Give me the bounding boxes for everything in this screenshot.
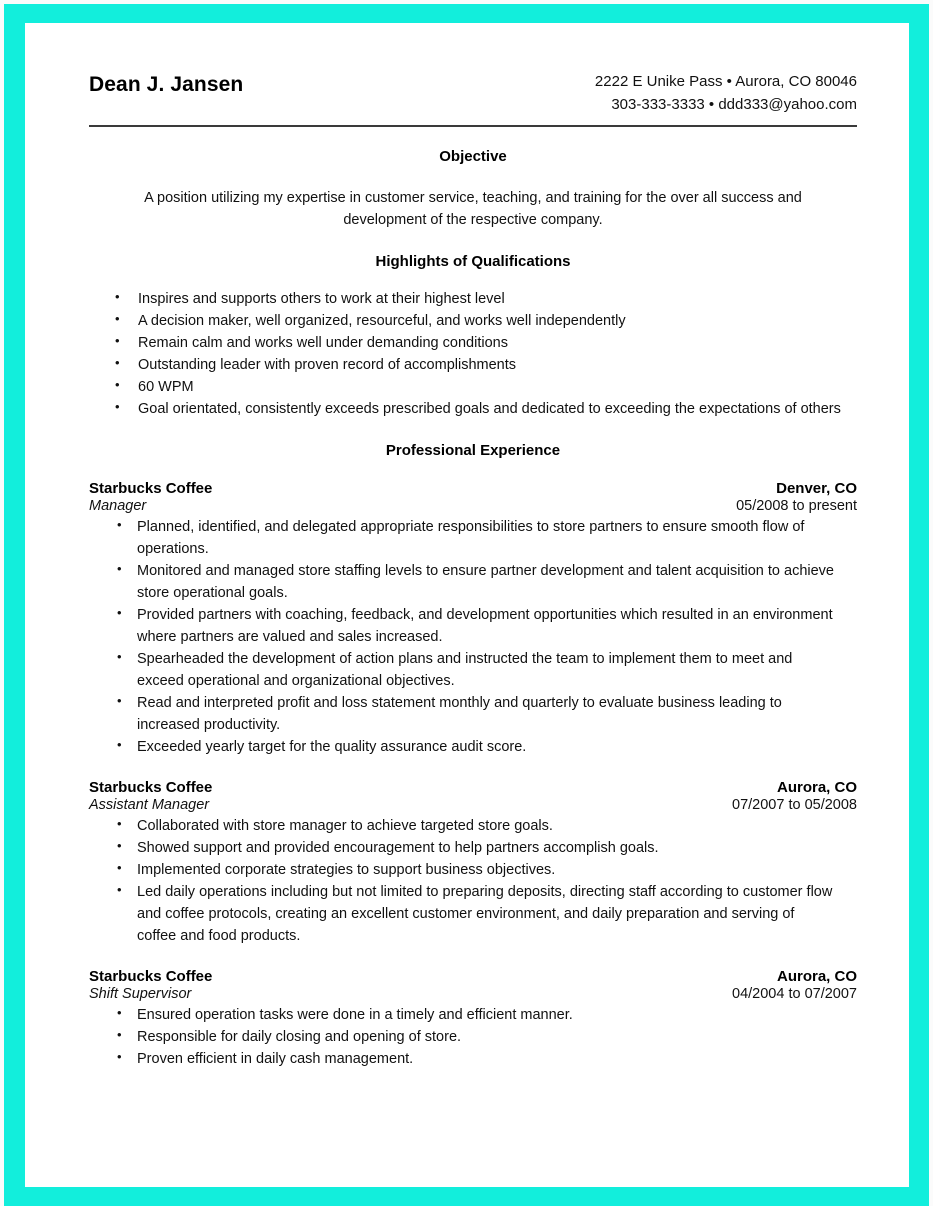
list-item: • Exceeded yearly target for the quality assurance audit score. xyxy=(89,736,857,758)
job-location: Denver, CO xyxy=(776,479,857,497)
phone-email-line: 303-333-3333 • ddd333@yahoo.com xyxy=(611,95,857,113)
header-divider xyxy=(89,125,857,127)
list-item: • Led daily operations including but not limited to preparing deposits, directing staff according to customer flow and coffee protocols, creating an excellent customer environment, and daily preparation and serving of coffee and food products. xyxy=(89,881,857,947)
list-item: • 60 WPM xyxy=(89,376,857,398)
list-item: • Responsible for daily closing and opening of store. xyxy=(89,1026,857,1048)
company-location-line xyxy=(89,968,857,985)
job-title: Shift Supervisor xyxy=(89,986,192,1003)
list-item: • Monitored and managed store staffing levels to ensure partner development and talent acquisition to achieve store operational goals. xyxy=(89,560,857,604)
list-item: • Showed support and provided encouragement to help partners accomplish goals. xyxy=(89,837,857,859)
address-line: 2222 E Unike Pass • Aurora, CO 80046 xyxy=(594,73,857,90)
job-location: Aurora, CO xyxy=(776,779,857,797)
job-responsibility-list xyxy=(89,1004,857,1070)
job-dates: 07/2007 to 05/2008 xyxy=(732,797,857,814)
list-item: • Implemented corporate strategies to support business objectives. xyxy=(89,859,857,881)
job-title: Manager xyxy=(89,497,147,514)
company-name: Starbucks Coffee xyxy=(89,968,213,986)
company-location-line xyxy=(89,480,857,497)
title-dates-line xyxy=(89,797,857,813)
list-item: • Planned, identified, and delegated appropriate responsibilities to store partners to ensure smooth flow of operations. xyxy=(89,516,857,560)
title-dates-line xyxy=(89,986,857,1002)
job-title: Assistant Manager xyxy=(89,797,210,814)
objective-text: A position utilizing my expertise in customer service, teaching, and training for the over all success and development of the respective company. xyxy=(144,189,802,228)
contact-block xyxy=(595,71,857,117)
list-item: • Collaborated with store manager to achieve targeted store goals. xyxy=(89,815,857,837)
company-name: Starbucks Coffee xyxy=(89,779,213,797)
experience-entry xyxy=(89,480,857,758)
list-item: • Proven efficient in daily cash management. xyxy=(89,1048,857,1070)
company-location-line xyxy=(89,779,857,796)
job-responsibility-list xyxy=(89,516,857,758)
list-item: • Outstanding leader with proven record of accomplishments xyxy=(89,354,857,376)
title-dates-line xyxy=(89,498,857,514)
resume-content xyxy=(89,71,857,1070)
list-item: • Ensured operation tasks were done in a timely and efficient manner. xyxy=(89,1004,857,1026)
list-item: • Read and interpreted profit and loss statement monthly and quarterly to evaluate business leading to increased productivity. xyxy=(89,692,857,736)
experience-entry xyxy=(89,968,857,1070)
list-item: • Spearheaded the development of action plans and instructed the team to implement them to meet and exceed operational and organizational objectives. xyxy=(89,648,857,692)
job-dates: 05/2008 to present xyxy=(736,497,857,514)
list-item: • Provided partners with coaching, feedback, and development opportunities which resulted in an environment where partners are valued and sales increased. xyxy=(89,604,857,648)
list-item: • Remain calm and works well under demanding conditions xyxy=(89,332,857,354)
experience-section-title: Professional Experience xyxy=(385,441,561,459)
resume-page xyxy=(25,23,909,1187)
candidate-name: Dean J. Jansen xyxy=(89,73,244,96)
experience-entry xyxy=(89,779,857,947)
list-item: • A decision maker, well organized, resourceful, and works well independently xyxy=(89,310,857,332)
job-responsibility-list xyxy=(89,815,857,947)
resume-header xyxy=(89,71,857,117)
highlights-list xyxy=(89,288,857,420)
job-dates: 04/2004 to 07/2007 xyxy=(732,986,857,1003)
objective-section-title: Objective xyxy=(439,147,507,165)
company-name: Starbucks Coffee xyxy=(89,479,213,497)
highlights-section-title: Highlights of Qualifications xyxy=(375,252,571,270)
list-item: • Inspires and supports others to work at their highest level xyxy=(89,288,857,310)
list-item: • Goal orientated, consistently exceeds prescribed goals and dedicated to exceeding the expectations of others xyxy=(89,398,857,420)
job-location: Aurora, CO xyxy=(776,968,857,986)
cyan-border-frame xyxy=(4,4,929,1206)
